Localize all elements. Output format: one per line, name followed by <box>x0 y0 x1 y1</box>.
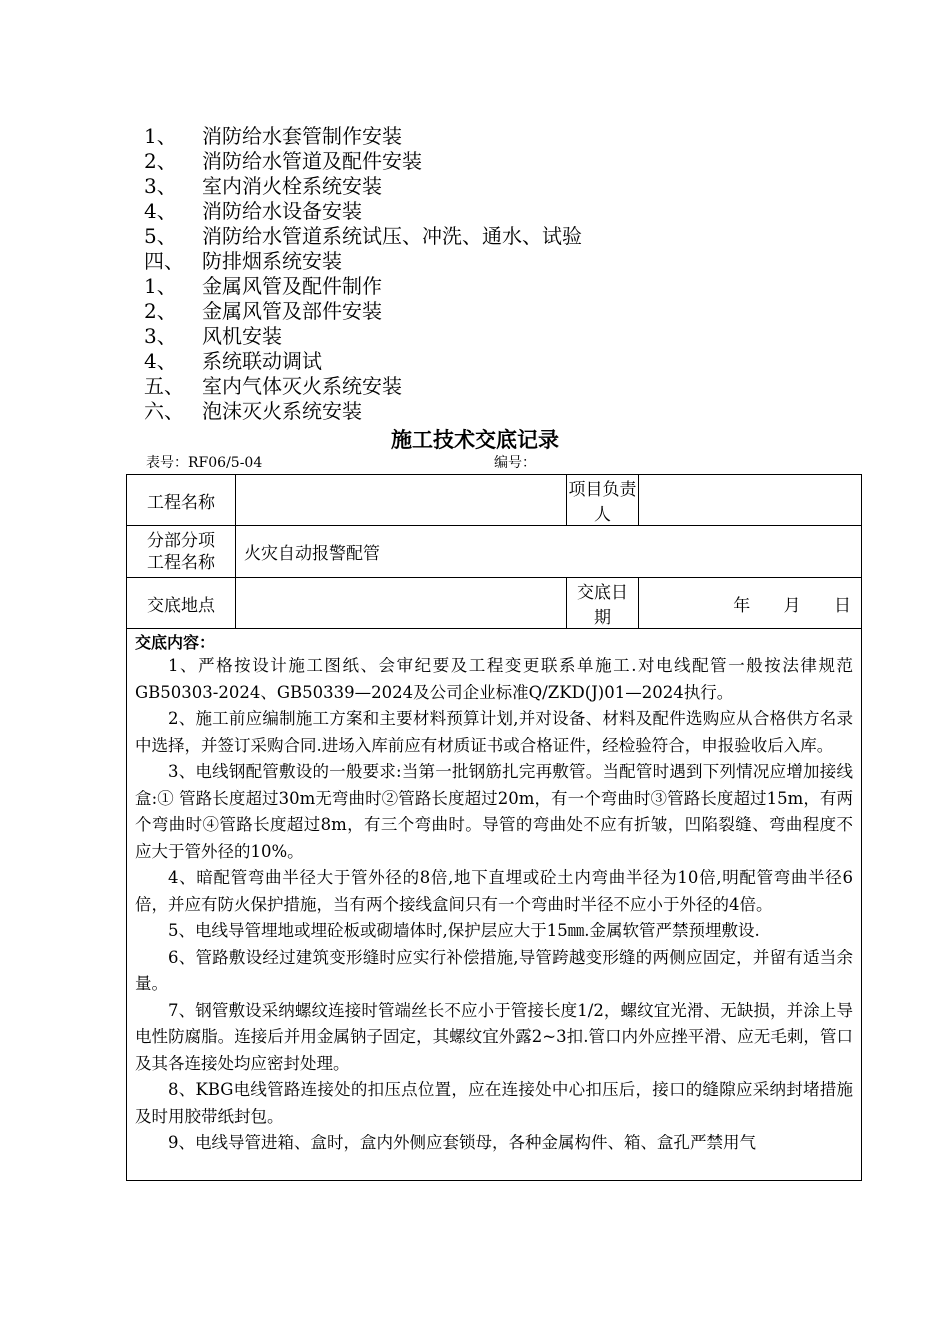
outline-item: 4、 消防给水设备安装 <box>144 199 362 223</box>
content-paragraph: 2、施工前应编制施工方案和主要材料预算计划,并对设备、材料及配件选购应从合格供方名录中选择，并签订采购合同.进场入库前应有材质证书或合格证件，经检验符合，申报验收后入库。 <box>135 709 853 755</box>
outline-list <box>144 124 582 424</box>
disclosure-form <box>126 474 862 1181</box>
outline-item: 2、 消防给水管道及配件安装 <box>144 149 422 173</box>
content-paragraph: 8、KBG电线管路连接处的扣压点位置，应在连接处中心扣压后，接口的缝隙应采纳封堵措施及时用胶带纸封包。 <box>135 1080 853 1126</box>
outline-item: 四、 防排烟系统安装 <box>144 249 342 273</box>
date-year: 年 <box>733 595 751 616</box>
location-label: 交底地点 <box>127 578 236 629</box>
serial-number-label: 编号： <box>494 455 536 471</box>
outline-item: 六、 泡沫灭火系统安装 <box>144 399 362 423</box>
outline-item: 五、 室内气体灭火系统安装 <box>144 374 402 398</box>
content-paragraph: 1、严格按设计施工图纸、会审纪要及工程变更联系单施工.对电线配管一般按法律规范GB50303-2024、GB50339—2024及公司企业标准Q/ZKD(J)01—2024执行。 <box>135 656 853 702</box>
content-paragraph: 4、暗配管弯曲半径大于管外径的8倍,地下直埋或砼土内弯曲半径为10倍,明配管弯曲半径6倍，并应有防火保护措施，当有两个接线盒间只有一个弯曲时半径不应小于外径的4倍。 <box>135 868 853 914</box>
date-day: 日 <box>834 595 851 616</box>
date-month: 月 <box>783 595 801 616</box>
location-field[interactable] <box>236 578 567 629</box>
outline-item: 3、 室内消火栓系统安装 <box>144 174 382 198</box>
manager-field[interactable] <box>639 475 862 526</box>
project-name-field[interactable] <box>236 475 567 526</box>
outline-item: 1、 消防给水套管制作安装 <box>144 124 402 148</box>
date-field[interactable] <box>639 578 862 629</box>
outline-item: 2、 金属风管及部件安装 <box>144 299 382 323</box>
content-heading: 交底内容： <box>135 633 216 652</box>
content-paragraph: 3、电线钢配管敷设的一般要求:当第一批钢筋扎完再敷管。当配管时遇到下列情况应增加接线盒:① 管路长度超过30m无弯曲时②管路长度超过20m，有一个弯曲时③管路长度超过15m，有两个弯曲时④管路长度超过8m，有三个弯曲时。导管的弯曲处不应有折皱，凹陷裂缝、弯曲程度不应大于管外径的10%。 <box>135 762 853 861</box>
form-number: 表号：RF06/5-04 <box>146 455 263 471</box>
disclosure-content <box>127 629 862 1181</box>
outline-item: 4、 系统联动调试 <box>144 349 322 373</box>
outline-item: 5、 消防给水管道系统试压、冲洗、通水、试验 <box>144 224 582 248</box>
outline-item: 3、 风机安装 <box>144 324 282 348</box>
outline-item: 1、 金属风管及配件制作 <box>144 274 382 298</box>
project-name-label: 工程名称 <box>127 475 236 526</box>
record-title: 施工技术交底记录 <box>391 428 559 452</box>
date-label: 交底日期 <box>567 578 639 629</box>
content-paragraph: 6、管路敷设经过建筑变形缝时应实行补偿措施,导管跨越变形缝的两侧应固定，并留有适当余量。 <box>135 947 853 993</box>
manager-label: 项目负责人 <box>567 475 639 526</box>
content-paragraph: 9、电线导管进箱、盒时，盒内外侧应套锁母，各种金属构件、箱、盒孔严禁用气 <box>168 1133 756 1152</box>
sub-project-label: 分部分项 工程名称 <box>127 526 236 578</box>
sub-project-field[interactable]: 火灾自动报警配管 <box>236 526 862 578</box>
content-paragraph: 5、电线导管埋地或埋砼板或砌墙体时,保护层应大于15㎜.金属软管严禁预埋敷设. <box>168 921 760 940</box>
content-paragraph: 7、钢管敷设采纳螺纹连接时管端丝长不应小于管接长度1/2，螺纹宜光滑、无缺损，并涂上导电性防腐脂。连接后并用金属钠子固定，其螺纹宜外露2~3扣.管口内外应挫平滑、应无毛刺，管口及其各连接处均应密封处理。 <box>135 1000 853 1073</box>
